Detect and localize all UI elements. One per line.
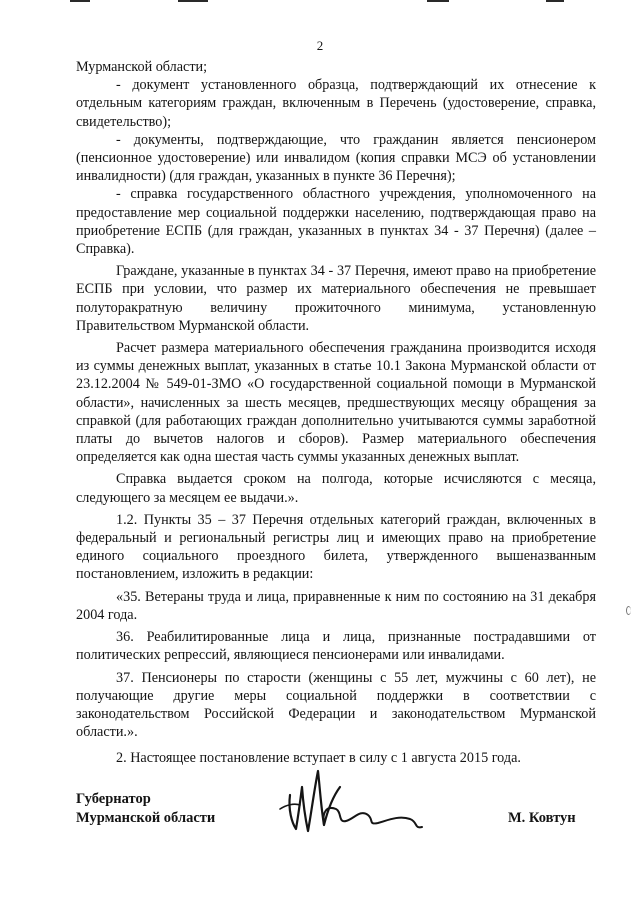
paragraph: «35. Ветераны труда и лица, приравненные к ним по состоянию на 31 декабря 2004 года. — [76, 588, 596, 623]
scan-artifact — [427, 0, 449, 2]
paragraph: 2. Настоящее постановление вступает в силу с 1 августа 2015 года. — [116, 750, 521, 767]
scan-artifact — [546, 0, 564, 2]
signatory-title-line: Мурманской области — [76, 810, 216, 826]
document-body — [76, 58, 596, 768]
paragraph: 1.2. Пункты 35 – 37 Перечня отдельных категорий граждан, включенных в федеральный и региональный регистры лиц и имеющих право на приобретение единого социального проездного билета, утвержденного вышеназванным постановлением, изложить в редакции: — [76, 511, 596, 583]
paragraph: - справка государственного областного учреждения, уполномоченного на предоставление мер социальной поддержки населению, подтверждающая право на приобретение ЕСПБ (для граждан, указанных в пунктах 34 - 37 Перечня) (далее – Справка). — [76, 186, 596, 258]
scan-artifact — [626, 606, 631, 615]
paragraph: Расчет размера материального обеспечения гражданина производится исходя из суммы денежных выплат, указанных в статье 10.1 Закона Мурманской области от 23.12.2004 № 549-01-ЗМО «О государственной социальной помощи в Мурманской области», начисленных за шесть месяцев, предшествующих месяцу обращения за справкой (для работающих граждан дополнительно учитываются суммы заработной платы до вычетов налогов и сборов). Размер материального обеспечения определяется как одна шестая часть суммы указанных денежных выплат. — [76, 340, 596, 466]
paragraph: 36. Реабилитированные лица и лица, признанные пострадавшими от политических репрессий, являющиеся пенсионерами или инвалидами. — [76, 629, 596, 664]
paragraph: Граждане, указанные в пунктах 34 - 37 Перечня, имеют право на приобретение ЕСПБ при условии, что размер их материального обеспечения не превышает полуторакратную величину прожиточного минимума, установленную Правительством Мурманской области. — [76, 263, 596, 334]
scan-artifact — [70, 0, 90, 2]
paragraph: 37. Пенсионеры по старости (женщины с 55 лет, мужчины с 60 лет), не получающие другие меры социальной поддержки в соответствии с законодательством Российской Федерации и законодательством Мурманской области.». — [76, 669, 596, 741]
paragraph: Справка выдается сроком на полгода, которые исчисляются с месяца, следующего за месяцем ее выдачи.». — [76, 471, 596, 506]
signatory-title-line: Губернатор — [76, 791, 151, 807]
signatory-title — [76, 790, 215, 828]
handwritten-signature — [250, 765, 440, 835]
scan-artifact — [178, 0, 208, 2]
paragraph: - документы, подтверждающие, что гражданин является пенсионером (пенсионное удостоверение) или инвалидом (копия справки МСЭ об установлении инвалидности) (для граждан, указанных в пункте 36 Перечня); — [76, 131, 596, 185]
paragraph: - документ установленного образца, подтверждающий их отнесение к отдельным категориям граждан, включенным в Перечень (удостоверение, справка, свидетельство); — [76, 77, 596, 130]
page-number: 2 — [316, 38, 324, 53]
paragraph: Мурманской области; — [76, 59, 208, 75]
signatory-name: М. Ковтун — [508, 810, 576, 826]
